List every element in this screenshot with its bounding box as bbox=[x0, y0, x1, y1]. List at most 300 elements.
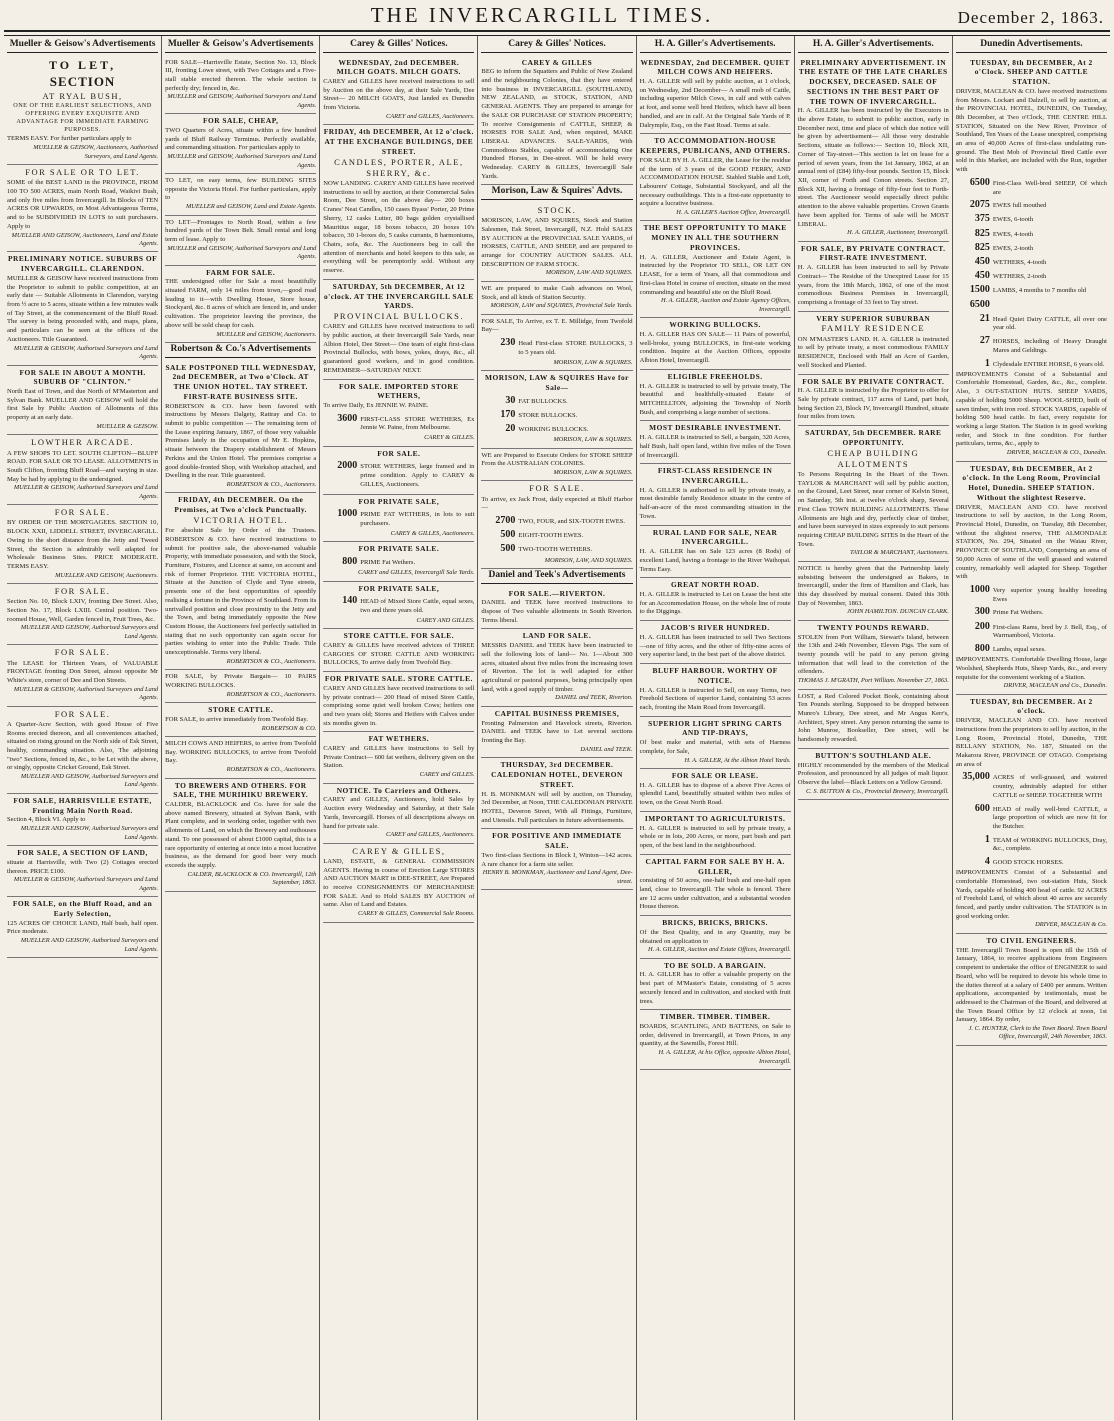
stock-description: TWO-TOOTH WETHERS. bbox=[518, 546, 593, 554]
stock-line bbox=[956, 334, 1107, 355]
ad-subheading: THE BEST OPPORTUNITY TO MAKE MONEY IN ALL THE SOUTHERN PROVINCES. bbox=[643, 223, 787, 253]
ad-body: H. A. GILLER has on Sale 123 acres (8 Rods) of excellent Land, having a frontage to the River Waihopai. Terms Easy. bbox=[639, 548, 791, 573]
ad-subheading: TUESDAY, 8th DECEMBER, At 2 o'clock. In the Long Room, Provincial Hotel, Dunedin. SHEEP STATION. Without the slightest Reserve. bbox=[962, 463, 1101, 502]
ad-body: H. A. GILLER is instructed to sell by private treaty, The beautiful and healthfully-situated Estate of MITCHELLTON, adjoining the Township of North Bush, and comprising a large number of sections. bbox=[639, 382, 791, 416]
ad-signature: MUELLER & GEISOW. bbox=[96, 422, 159, 430]
ad-signature: ROBERTSON & CO. bbox=[261, 724, 317, 732]
ad-subheading: ELIGIBLE FREEHOLDS. bbox=[667, 371, 763, 381]
ad-subheading: FOR SALE OR LEASE. bbox=[671, 771, 759, 780]
ad-signature: MORISON, LAW, AND SQUIRES. bbox=[544, 556, 633, 564]
stock-quantity: 6500 bbox=[969, 298, 990, 310]
advertisement bbox=[323, 629, 474, 672]
ad-headline: TO LET, bbox=[48, 57, 117, 72]
stock-description: Head Quiet Dairy CATTLE, all over one year old. bbox=[992, 315, 1107, 332]
ad-heading: VICTORIA HOTEL. bbox=[193, 514, 288, 525]
stock-description: Lambs, equal sexes. bbox=[992, 645, 1046, 653]
stock-line bbox=[481, 542, 632, 555]
advertisement bbox=[323, 542, 474, 581]
advertisement bbox=[640, 717, 791, 769]
advertisement bbox=[640, 769, 791, 812]
ad-body: To arrive Daily, Ex JENNIE W. PAINE. bbox=[323, 402, 429, 410]
ad-body: MORISON, LAW, AND SQUIRES, Stock and Station Salesmen, Esk Street, Invercargill, N.Z. Hold SALES BY AUCTION at the PROVINCIAL SALE YARDS, of HORSES, CATTLE, AND SHEEP, and are prepared to arrange for COUNTRY AUCTION SALES. ALL DESCRIPTION OF FARM STOCK. bbox=[481, 217, 633, 268]
advertisement bbox=[7, 505, 158, 584]
ad-subheading: TUESDAY, 8th DECEMBER. At 2 o'clock. bbox=[970, 696, 1093, 716]
advertisement bbox=[798, 426, 949, 562]
ad-body: H. A. GILLER is authorised to sell by private treaty, a most desirable family Residence situate in the centre of half-an-acre of the most commanding situation in the Town. bbox=[639, 486, 791, 520]
advertisement bbox=[165, 216, 316, 266]
advertisement bbox=[640, 370, 791, 422]
stock-description: Head First-class STORE BULLOCKS, 3 to 5 years old. bbox=[518, 340, 633, 356]
advertisement bbox=[798, 242, 949, 312]
stock-quantity: 1000 bbox=[969, 583, 990, 595]
ad-heading: FOR SALE. bbox=[54, 647, 111, 658]
stock-description: PRIME Fat Wethers. bbox=[360, 558, 416, 566]
stock-quantity: 2000 bbox=[337, 460, 358, 472]
ad-heading: CAREY & GILLES, bbox=[352, 845, 446, 856]
stock-quantity: 450 bbox=[974, 256, 990, 268]
advertisement bbox=[956, 934, 1107, 1046]
stock-description: EWES, 4-tooth bbox=[992, 230, 1034, 238]
stock-line bbox=[481, 422, 632, 435]
advertisement bbox=[323, 280, 474, 380]
ad-signature: MUELLER & GEISOW, Authorised Surveyors and Land Agents. bbox=[13, 876, 159, 892]
advertisement bbox=[798, 562, 949, 621]
ad-body-continued: IMPROVEMENTS. Comfortable Dwelling House, large Woolshed, Shepherds Huts, Sheep Yards, &c., and every requisite for the convenient working of a Station. bbox=[955, 656, 1107, 681]
ad-signature: MUELLER & GEISOW, Authorised Surveyors and Land Agents. bbox=[13, 344, 159, 361]
ad-body: H. A. GILLER is instructed to Sell, on easy Terms, two Freehold Sections of superior Land, containing 53 acres each, fronting the Main Road from Invercargill. bbox=[639, 686, 791, 711]
ad-subheading: JACOB'S RIVER HUNDRED. bbox=[660, 623, 770, 633]
advertisement bbox=[481, 481, 632, 569]
stock-description: FAT BULLOCKS. bbox=[518, 397, 568, 405]
stock-line bbox=[956, 833, 1107, 854]
stock-line bbox=[956, 198, 1107, 211]
stock-line bbox=[323, 555, 474, 568]
ad-body: H. A. GILLER, Auctioneer and Estate Agent, is instructed by the Proprietor TO SELL, OR LET ON LEASE, for a term of Years, all that commodious and first-class Hotel in course of erection, situate on the most commanding and beautiful site on the Bluff Road. bbox=[639, 253, 791, 296]
ad-heading: FOR SALE. bbox=[54, 507, 111, 518]
advertisement bbox=[7, 897, 158, 958]
ad-body: H. A. GILLER is instructed to Sell, a bargain, 320 Acres, half Bush, half open land, within five miles of the Town of Invercargill. bbox=[639, 434, 791, 459]
stock-description: TEAM of WORKING BULLOCKS, Dray, &c., complete. bbox=[992, 836, 1107, 853]
advertisement bbox=[481, 758, 632, 829]
issue-date: December 2, 1863. bbox=[957, 8, 1104, 27]
ad-body: situate at Harrisville, with Two (2) Cottages erected thereon. PRICE £100. bbox=[7, 858, 159, 875]
ad-body: To Persons Requiring In the Heart of the Town. TAYLOR & MARCHANT will sell by public auction, on the Ground, Leet Street, near corner of Kelvin Street, on Saturday, 5th inst. at twelve o'clock sharp, Several First Class TOWN BUILDING ALLOTMENTS. These Allotments are high and dry, perfectly clear of timber, and have been surveyed in sizes expressly to suit persons requiring CHEAP BUILDING SITES In the Heart of the Town. bbox=[797, 471, 949, 548]
ad-subheading: TWENTY POUNDS REWARD. bbox=[817, 622, 930, 632]
ad-subheading: SATURDAY, 5th DECEMBER, At 12 o'clock. AT THE INVERCARGILL SALE YARDS. bbox=[323, 281, 474, 311]
advertisement bbox=[798, 375, 949, 427]
stock-description: Prime Fat Wethers. bbox=[992, 609, 1044, 617]
ad-body: LAND, ESTATE, & GENERAL COMMISSION AGENTS. Having in course of Erection Large STORES AND AUCTION MART in DEE-STREET, Are Prepared to receive CONSIGNMENTS OF MERCHANDISE FOR SALE. And to Hold SALES BY AUCTION of same. Also of Land and Estates. bbox=[323, 857, 475, 909]
ad-signature: TAYLOR & MARCHANT, Auctioneers. bbox=[849, 549, 949, 557]
stock-description: HEAD of Mixed Store Cattle, equal sexes, two and three years old. bbox=[360, 598, 475, 614]
ad-body: BOARDS, SCANTLING, AND BATTENS, on Sale to order, delivered in Invercargill, at Town Prices, in any quantity, at the Sawmills, Forest Hill. bbox=[639, 1023, 791, 1048]
stock-line bbox=[956, 283, 1107, 296]
ad-signature: H. A. GILLER, Auction and Estate Offices, Invercargill. bbox=[647, 946, 791, 954]
ad-signature: ROBERTSON & CO., Auctioneers. bbox=[226, 657, 317, 665]
advertisement bbox=[323, 125, 474, 279]
ad-body: H. A. GILLER has to dispose of a above Five Acres of splendid Land, beautifully situated within two miles of town, on the Great North Road. bbox=[639, 781, 791, 807]
stock-line bbox=[956, 227, 1107, 240]
stock-line bbox=[956, 298, 1107, 311]
ad-subheading: FOR SALE, on the Bluff Road, and an Early Selection, bbox=[12, 899, 153, 918]
ad-subheading: SALE POSTPONED TILL WEDNESDAY, 2nd DECEMBER, at Two o'Clock. AT THE UNION HOTEL. TAY STREET. FIRST-RATE BUSINESS SITE. bbox=[165, 362, 316, 401]
stock-description: EIGHT-TOOTH EWES. bbox=[518, 532, 584, 540]
ad-body: For absolute Sale by Order of the Trustees. ROBERTSON & CO. have received instructions to submit for positive sale, the above-named valuable Property, with immediate possession, and with the Stock, Furniture, Fixtures, and Licence at same, on account and risk of former Proprietor. THE VICTORIA HOTEL, Situate at the Junction of Clyde and Tyne streets, presents one of the best opportunities of speedily realising a fortune in the Province of Southland. From its unrivalled position and close proximity to the Jetty and the Town, and being immediately opposite the New Custom House, the Auctioneers feel perfectly satisfied in stating that no such opportunity can again occur for parties wishing to enter into the Public Trade. Title unexceptionable. Terms very liberal. bbox=[165, 527, 317, 657]
stock-description: EWES full mouthed bbox=[992, 202, 1047, 210]
ad-signature: THOMAS J. M'GRATH, Port William. November 27, 1863. bbox=[797, 677, 949, 685]
column-header: H. A. Giller's Advertisements. bbox=[798, 38, 949, 53]
stock-quantity: 35,000 bbox=[962, 771, 990, 783]
advertisement bbox=[481, 587, 632, 630]
stock-quantity: 4 bbox=[984, 856, 990, 868]
stock-line bbox=[956, 255, 1107, 268]
ad-signature: CAREY AND GILLES. bbox=[416, 616, 475, 624]
ad-body: DANIEL and TEEK have received instructions to dispose of Two valuable allotments in South Riverton. Terms liberal. bbox=[481, 599, 633, 624]
ad-body-continued: IMPROVEMENTS Consist of a Substantial and comfortable Homestead, two out-station Huts, Stock Yards, capable of holding 400 head of cattle. 92 ACRES of Freehold Land, of which about 40 acres are securely fenced, and partly under cultivation. The STATION is in good working order. bbox=[955, 869, 1107, 920]
ad-signature: MUELLER & GEISOW, Auctioneers, Authorised Surveyors, and Land Agents. bbox=[33, 144, 159, 160]
ad-heading: CHEAP BUILDING ALLOTMENTS bbox=[827, 447, 920, 469]
ad-subheading: WEDNESDAY, 2nd DECEMBER. QUIET MILCH COWS AND HEIFERS. bbox=[640, 57, 790, 77]
ad-heading: FOR SALE OR TO LET. bbox=[25, 167, 140, 178]
ad-subheading: TIMBER. TIMBER. TIMBER. bbox=[659, 1012, 771, 1022]
stock-quantity: 170 bbox=[500, 408, 516, 420]
ad-body: CAREY and GILLES, Auctioneers, hold Sales by Auction every Wednesday and Saturday, at their Sale Yards, Invercargill. Horses of all descriptions always on hand for private sale. bbox=[323, 796, 475, 830]
ad-signature: MUELLER AND GEISOW, Auctioneers. bbox=[55, 571, 159, 579]
ad-signature: MUELLER and GEISOW, Authorised Surveyors and Land Agents. bbox=[167, 93, 317, 109]
ad-body: THE undersigned offer for Sale a most beautifully situated FARM, only 14 miles from town,—good road leading to it—with Dwelling House, Store house, Stockyard, &c. 8 acres of which are fenced in, and under cultivation. The proprietor leaving the province, the above will be sold cheap for cash. bbox=[165, 278, 317, 329]
ad-body: CAREY & GILLES have received advices of THREE CARGOES OF STORE CATTLE AND WORKING BULLOCKS, To arrive daily from Twofold Bay. bbox=[323, 641, 475, 667]
advertisement bbox=[798, 56, 949, 242]
stock-line bbox=[323, 594, 474, 615]
advertisement bbox=[7, 165, 158, 252]
advertisement bbox=[165, 361, 316, 494]
ad-subheading: GREAT NORTH ROAD. bbox=[671, 580, 760, 590]
stock-line bbox=[956, 802, 1107, 832]
column-1 bbox=[4, 36, 162, 1420]
ad-signature: DRIVER, MACLEAN and Co., Dunedin. bbox=[1003, 682, 1107, 690]
ad-subheading: MORISON, LAW & SQUIRES Have for Sale— bbox=[485, 372, 629, 392]
ad-heading: LOWTHER ARCADE. bbox=[31, 437, 134, 448]
stock-line bbox=[956, 269, 1107, 282]
advertisement bbox=[165, 493, 316, 670]
ad-signature: H. A. GILLER, At the Albion Hotel Yards. bbox=[684, 756, 791, 764]
advertisement bbox=[165, 670, 316, 703]
ad-body: A Quarter-Acre Section, with good House of Five Rooms erected thereon, and all conveniences attached, situated on rising ground on the North side of Esk Street, healthy, commanding situation. Also, The adjoining "two" Sections, fenced in, &c., to be Let with the above, or singly, opposite Cricket Ground, Esk Street. bbox=[7, 720, 159, 772]
stock-quantity: 230 bbox=[500, 337, 516, 349]
advertisement bbox=[481, 315, 632, 371]
stock-description: ACRES of well-grassed, and watered country, admirably adapted for either CATTLE or SHEEP. TOGETHER WITH bbox=[992, 774, 1107, 799]
section-header: Daniel and Teek's Advertisements bbox=[481, 569, 632, 584]
advertisement bbox=[640, 664, 791, 717]
ad-body: ON M'MASTER'S LAND. H. A. GILLER is instructed to sell by private treaty, a most commodious FAMILY RESIDENCE, Enclosed with Half an Acre of Garden, well Stocked and Planted. bbox=[797, 335, 949, 369]
stock-description: HORSES, including of Heavy Draught Mares and Geldings. bbox=[992, 338, 1107, 354]
masthead bbox=[4, 0, 1110, 32]
stock-line bbox=[481, 394, 632, 407]
stock-description: EWES, 6-tooth bbox=[992, 216, 1034, 224]
ad-subheading: FOR PRIVATE SALE, bbox=[358, 583, 440, 593]
stock-line bbox=[956, 312, 1107, 333]
stock-quantity: 300 bbox=[974, 606, 990, 618]
stock-quantity: 140 bbox=[342, 595, 358, 607]
ad-heading: FOR SALE. bbox=[529, 483, 585, 494]
stock-line bbox=[481, 514, 632, 527]
advertisement bbox=[165, 56, 316, 115]
ad-signature: CAREY & GILLES, Commercial Sale Rooms. bbox=[358, 910, 475, 918]
stock-quantity: 200 bbox=[974, 620, 990, 632]
advertisement bbox=[165, 703, 316, 737]
ad-signature: DANIEL and TEEK. bbox=[580, 745, 633, 753]
ad-heading: STOCK. bbox=[537, 204, 577, 215]
advertisement bbox=[165, 174, 316, 216]
ad-subheading: LAND FOR SALE. bbox=[522, 631, 592, 641]
stock-line bbox=[323, 412, 474, 433]
stock-line bbox=[956, 176, 1107, 197]
ad-body: H. A. GILLER is instructed to Let on Lease the best site for an Accommodation House, on the whole line of route to the Diggings. bbox=[639, 590, 791, 616]
ad-subheading: TO CIVIL ENGINEERS. bbox=[986, 935, 1077, 945]
columns bbox=[4, 35, 1110, 1420]
ad-subheading: BUTTON'S SOUTHLAND ALE. bbox=[815, 750, 932, 760]
advertisement bbox=[323, 732, 474, 783]
ad-signature: CAREY and GILLES, Auctioneers. bbox=[385, 112, 475, 120]
advertisement bbox=[640, 916, 791, 959]
ad-subheading: FOR SALE.—RIVERTON. bbox=[508, 588, 606, 598]
ad-body: MUELLER & GEISOW have received instructions from the Proprietor to submit to public competition, at an early date — Suitable Allotments in Clarendon, varying from ½ acre to 5 acres, situate within a few minutes walk of Tay Street, at the commencement of the Bluff Road. The survey is being proceeded with, and maps, plans, and particulars can be seen at the offices of the Auctioneers. Title Guaranteed. bbox=[7, 274, 159, 343]
ad-body: WE are prepared to make Cash advances on Wool, Stock, and all kinds of Station Security. bbox=[481, 284, 633, 301]
ad-subheading: TO BE SOLD. A BARGAIN. bbox=[664, 960, 767, 970]
ad-signature: MORISON, LAW and SQUIRES, Provincial Sale Yards. bbox=[490, 302, 633, 310]
ad-subheading: FOR SALE. IMPORTED STORE WETHERS, bbox=[339, 381, 459, 401]
advertisement bbox=[165, 737, 316, 779]
ad-subheading: TO BREWERS AND OTHERS. FOR SALE, THE MURIHIKU BREWERY. bbox=[173, 780, 309, 800]
column-5 bbox=[637, 36, 795, 1420]
stock-quantity: 600 bbox=[974, 802, 990, 814]
stock-description: WORKING BULLOCKS. bbox=[518, 425, 589, 433]
advertisement bbox=[798, 621, 949, 690]
advertisement bbox=[956, 56, 1107, 462]
ad-subheading: STORE CATTLE. FOR SALE. bbox=[343, 631, 455, 641]
stock-quantity: 30 bbox=[505, 394, 516, 406]
ad-heading: FOR SALE. bbox=[54, 708, 111, 719]
advertisement bbox=[640, 134, 791, 221]
advertisement bbox=[956, 462, 1107, 695]
stock-quantity: 800 bbox=[974, 642, 990, 654]
ad-body: Section 4, Block VI. Apply to bbox=[7, 816, 86, 824]
ad-subheading: FAT WETHERS. bbox=[368, 734, 430, 744]
ad-body: consisting of 50 acres, one-half bush and one-half open land, close to Invercargill. The whole is fenced. There are 12 acres under cultivation, and a substantial wooden House thereon. bbox=[639, 877, 791, 911]
ad-body: THE Invercargill Town Board is open till the 15th of January, 1864, to receive applications from Engineers competent to undertake the office of ENGINEER to said Board, who will be required to devote his whole time to the duties thereof at a salary of £400 per annum. Written applications, accompanied by testimonials, must be addressed to the Chairman of the Board, and delivered at the Town Board Office by 12 o'clock at noon, 1st January, 1864. By order, bbox=[955, 946, 1107, 1024]
ad-subheading: RURAL LAND FOR SALE, NEAR INVERCARGILL. bbox=[652, 527, 778, 547]
advertisement bbox=[7, 435, 158, 505]
ad-subheading: CAPITAL BUSINESS PREMISES, bbox=[494, 708, 620, 718]
ad-heading: FOR SALE. bbox=[54, 586, 111, 597]
ad-body: DRIVER, MACLEAN AND CO. have received instructions from the proprietors to sell by auction, in the Long Room, Provincial Hotel, Dunedin, THE BELLANY STATION, No. 187, Situated on the Makarora River, PROVINCE OF OTAGO. Comprising an area of bbox=[955, 717, 1107, 768]
stock-line bbox=[481, 528, 632, 541]
ad-body: CAREY and GILLES have instructions to Sell by Private Contract— 600 fat wethers, delivery given on the Station. bbox=[323, 745, 475, 770]
stock-quantity: 1500 bbox=[969, 284, 990, 296]
ad-signature: MUELLER AND GEISOW, Authorised Surveyors and Land Agents. bbox=[20, 624, 159, 640]
ad-subheading: SATURDAY, 5th DECEMBER. RARE OPPORTUNITY. bbox=[805, 428, 942, 447]
stock-line bbox=[323, 459, 474, 489]
ad-signature: JOHN HAMILTON. DUNCAN CLARK. bbox=[847, 608, 949, 616]
newspaper-title: THE INVERCARGILL TIMES. bbox=[370, 3, 714, 27]
ad-subheading: STORE CATTLE. bbox=[208, 705, 274, 715]
ad-subheading: TO ACCOMMODATION-HOUSE KEEPERS, PUBLICANS, AND OTHERS. bbox=[640, 136, 791, 156]
ad-subheading: TUESDAY, 8th DECEMBER, At 2 o'Clock. SHEEP AND CATTLE STATION. bbox=[970, 57, 1093, 87]
ad-body: Of the Best Quality, and in any Quantity, may be obtained on application to bbox=[639, 928, 791, 945]
section-header: Robertson & Co.'s Advertisements bbox=[165, 343, 316, 358]
advertisement bbox=[481, 707, 632, 758]
advertisement bbox=[7, 645, 158, 706]
stock-description: GOOD STOCK HORSES. bbox=[992, 859, 1064, 867]
advertisement bbox=[640, 464, 791, 525]
stock-quantity: 1 bbox=[984, 357, 990, 369]
advertisement bbox=[798, 312, 949, 375]
column-header: Mueller & Geisow's Advertisements bbox=[7, 38, 158, 53]
ad-subheading: SUPERIOR LIGHT SPRING CARTS AND TIP-DRAYS, bbox=[648, 718, 783, 738]
ad-signature: CAREY & GILLES, Auctioneers. bbox=[390, 529, 475, 537]
advertisement bbox=[7, 584, 158, 645]
ad-body: To arrive, ex Jack Frost, daily expected at Bluff Harbor— bbox=[481, 495, 633, 512]
ad-subheading: FIRST-CLASS RESIDENCE IN INVERCARGILL. bbox=[657, 466, 773, 485]
ad-signature: CAREY & GILLES. bbox=[424, 434, 475, 442]
advertisement bbox=[7, 794, 158, 846]
stock-quantity: 825 bbox=[974, 241, 990, 253]
ad-subheading: FOR SALE, BY PRIVATE CONTRACT. FIRST-RATE INVESTMENT. bbox=[801, 243, 946, 263]
ad-subheading: THURSDAY, 3rd DECEMBER. CALEDONIAN HOTEL, DEVERON STREET. bbox=[491, 760, 623, 789]
ad-signature: MORISON, LAW & SQUIRES. bbox=[553, 436, 633, 444]
ad-signature: C. S. BUTTON & Co., Provincial Brewery, Invercargill. bbox=[805, 787, 949, 795]
column-2 bbox=[162, 36, 320, 1420]
advertisement bbox=[7, 707, 158, 794]
stock-quantity: 3600 bbox=[337, 412, 358, 424]
ad-body: SOME of the BEST LAND in the PROVINCE, FROM 100 TO 500 ACRES, main North Road, Waikivi Bush, and only five miles from Invercargill. In Blocks of TEN ACRES OR UPWARDS, on Most Advantageous Terms, and to be SUBDIVIDED IN LOTS to suit purchasers. Apply to bbox=[7, 179, 159, 230]
stock-line bbox=[956, 642, 1107, 655]
ad-signature: DANIEL and TEEK, Riverton. bbox=[555, 694, 633, 702]
ad-signature: MUELLER and GEISOW, Auctioneers. bbox=[216, 330, 317, 338]
stock-quantity: 27 bbox=[979, 335, 990, 347]
advertisement bbox=[323, 495, 474, 543]
stock-description: First-Class Well-bred SHEEP, Of which are bbox=[992, 179, 1107, 196]
advertisement bbox=[640, 812, 791, 855]
ad-body: STOLEN from Port William, Stewart's Island, between the 13th and 24th November, Eleven Pigs. The sum of twenty pounds will be paid to any person giving information that will lead to the conviction of the offenders. bbox=[797, 633, 949, 676]
advertisement bbox=[323, 447, 474, 495]
advertisement bbox=[640, 855, 791, 916]
ad-body: H. A. GILLER has been instructed by the Executors in the above Estate, to submit to public auction, early in December next, time and place of which due notice will be given by advertisement— All those very desirable Sections, situate as follows:— Section 10, Block XII, Corner of Tay-street—This section is let on lease for a period of seven years, from the 1st January, 1862, at an annual rent of (£84) fifty-four pounds. Section 15, Block XII, corner of Forth and Conon streets. Section 27, Block XII, having a frontage of fifty-four feet to Forth-street. The Auctioneer would especially direct public attention to the above valuable properties. Crown Grants have been applied for. Terms of sale will be MOST LIBERAL. bbox=[797, 107, 949, 228]
ad-body: NOW LANDING. CAREY AND GILLES have received instructions to sell by auction, at their Commercial Sales Room, Dee Street, on the above day— 200 boxes Cranes' Neat Candles, 150 cases Byass' Porter, 20 Prime Sherry, 12 casks Lutter, 80 bags golden crystallised Mauritius sugar, 18 boxes tobacco, 20 boxes 10's tobacco, 30 1-boxes do, 5 casks currants, 8 harmoniums, Chairs, sofa, &c. The Auctioneers beg to call the attention of merchants and hotel keepers to this sale, as everything will be peremptorily sold. Without any reserve. bbox=[323, 180, 475, 275]
ad-subheading: PRELIMINARY NOTICE. SUBURBS OF INVERCARGILL. CLARENDON. bbox=[7, 254, 158, 274]
stock-description: Clydesdale ENTIRE HORSE, 6 years old. bbox=[992, 360, 1105, 368]
advertisement bbox=[798, 749, 949, 800]
ad-signature: MUELLER AND GEISOW, Authorised Surveyors and Land Agents. bbox=[20, 825, 159, 841]
ad-subheading: FRIDAY, 4th DECEMBER, At 12 o'clock. AT THE EXCHANGE BUILDINGS, DEE STREET. bbox=[323, 127, 474, 156]
ad-heading: PROVINCIAL BULLOCKS. bbox=[333, 311, 464, 322]
ad-body: H. A. GILLER has to offer a valuable property on the best part of M'Master's Estate, consisting of 5 acres securely fenced and in cultivation, and stocked with fruit trees. bbox=[639, 971, 791, 1005]
column-header: H. A. Giller's Advertisements. bbox=[640, 38, 791, 53]
ad-body: TO LET, on easy terms, few BUILDING SITES opposite the Victoria Hotel. For further particulars, apply to bbox=[165, 177, 317, 202]
stock-description: WETHERS, 2-tooth bbox=[992, 273, 1047, 281]
ad-subheading: FOR SALE, A SECTION OF LAND, bbox=[17, 848, 148, 858]
ad-subheading: CAPITAL FARM FOR SALE BY H. A. GILLER, bbox=[645, 856, 785, 876]
ad-body: H. A. GILLER is instructed to sell by private treaty, a whole or in lots, 200 Acres, or more, part bush and part open, of the best land in the neighbourhood. bbox=[639, 824, 791, 850]
advertisement bbox=[323, 56, 474, 126]
ad-subheading: FOR POSITIVE AND IMMEDIATE SALE. bbox=[492, 831, 622, 851]
ad-signature: H. A. GILLER, At his Office, opposite Albion Hotel, Invercargill. bbox=[658, 1049, 791, 1065]
ad-subheading: PRELIMINARY ADVERTISEMENT. IN THE ESTATE OF THE LATE CHARLES DOCKSEY, DECEASED. SALE OF SECTIONS IN THE BEST PART OF THE TOWN OF INVERCARGILL. bbox=[798, 57, 948, 106]
advertisement bbox=[323, 672, 474, 732]
ad-body: NOTICE is hereby given that the Partnership lately subsisting between the undersigned as Bakers, in Invercargill, under the firm of Hamilton and Clark, has this day dissolved by mutual consent. Dated this 30th Day of November, 1863. bbox=[797, 564, 949, 607]
ad-signature: H. A. GILLER, Auctioneer, Invercargill. bbox=[847, 229, 949, 237]
advertisement bbox=[956, 695, 1107, 934]
ad-subheading: BLUFF HARBOUR. WORTHY OF NOTICE. bbox=[652, 665, 778, 685]
ad-subheading: FOR SALE, HARRISVILLE ESTATE, Fronting Main North Road. bbox=[13, 795, 152, 815]
ad-body: BEG to inform the Squatters and Public of New Zealand and the neighbouring Colonies, that they have entered into business in INVERCARGILL (SOUTHLAND), NEW ZEALAND, as STOCK, STATION, AND GENERAL AGENTS. They are prepared to arrange for the SALE OR PURCHASE OF STATION PROPERTY; To receive Consignments of CATTLE, SHEEP, & HORSES FOR SALE And, when required, MAKE LIBERAL ADVANCES. SALE-YARDS, With Commodious Stables, capable of accommodating One Hundred Horses, in Dee-street. Will be held every Wednesday. CAREY & GILLES, Invercargill Sale Yards. bbox=[481, 68, 633, 180]
stock-quantity: 6500 bbox=[969, 176, 990, 188]
advertisement bbox=[481, 629, 632, 706]
ad-subheading: FOR PRIVATE SALE. bbox=[358, 544, 440, 554]
stock-description: FIRST-CLASS STORE WETHERS, Ex Jennie W. Paine, from Melbourne. bbox=[360, 415, 475, 432]
stock-line bbox=[956, 212, 1107, 225]
ad-body: H. B. MONKMAN will sell by auction, on Thursday, 3rd December, at Noon, THE CALEDONIAN PRIVATE HOTEL, Deveron Street, With all Fittings, Furniture, and Utensils. Full particulars in future advertisements. bbox=[481, 790, 633, 824]
ad-subheading: MOST DESIRABLE INVESTMENT. bbox=[649, 423, 782, 433]
stock-line bbox=[956, 605, 1107, 618]
ad-signature: CALDER, BLACKLOCK & CO. Invercargill, 12th September, 1863. bbox=[187, 870, 317, 887]
ad-signature: MUELLER & GEISOW, Authorised Surveyors and Land Agents. bbox=[13, 484, 159, 500]
advertisement bbox=[640, 526, 791, 579]
ad-signature: H. A. GILLER, Auction and Estate Agency Offices, Invercargill. bbox=[660, 297, 791, 313]
stock-quantity: 2075 bbox=[969, 199, 990, 211]
stock-quantity: 450 bbox=[974, 270, 990, 282]
ad-signature: MUELLER and GEISOW, Land and Estate Agents. bbox=[185, 203, 317, 211]
ad-subheading: FARM FOR SALE. bbox=[206, 267, 276, 277]
ad-signature: CAREY and GILLES. bbox=[419, 771, 475, 779]
column-header: Mueller & Geisow's Advertisements bbox=[165, 38, 316, 53]
column-header: Carey & Gilles' Notices. bbox=[481, 38, 632, 53]
advertisement bbox=[640, 578, 791, 621]
ad-body: The LEASE for Thirteen Years, of VALUABLE FRONTAGE fronting Don Street, almost opposite Mr White's store, corner of Dee and Don Streets. bbox=[7, 659, 159, 684]
ad-subheading: FOR SALE BY PRIVATE CONTRACT. bbox=[802, 376, 945, 386]
advertisement bbox=[481, 203, 632, 282]
ad-body: 125 ACRES OF CHOICE LAND, Half bush, half open. Price moderate. bbox=[7, 919, 159, 936]
advertisement bbox=[323, 380, 474, 447]
ad-headline-large: SECTION bbox=[49, 74, 116, 90]
stock-description: First-class Rams, bred by J. Bell, Esq., of Warrnambool, Victoria. bbox=[992, 623, 1107, 640]
ad-signature: CAREY and GILLES, Auctioneers. bbox=[385, 831, 475, 839]
stock-description: WETHERS, 4-tooth bbox=[992, 259, 1047, 267]
ad-signature: MUELLER and GEISOW, Authorised Surveyors and Land Agents. bbox=[167, 244, 317, 261]
column-header: Carey & Gilles' Notices. bbox=[323, 38, 474, 53]
stock-line bbox=[956, 583, 1107, 604]
ad-signature: MUELLER AND GEISOW, Authorised Surveyors and Land Agents. bbox=[20, 937, 159, 953]
ad-body: CAREY and GILLES have received instructions to sell by public auction, at their Invercargill Sale Yards, near Albion Hotel, Dee Street— One team of eight first-class Provincial Bullocks, with bows, yokes, drays, &c., all guaranteed good workers, and in good condition. REMEMBER—SATURDAY NEXT. bbox=[323, 323, 475, 374]
ad-body: FOR SALE BY H. A. GILLER, the Lease for the residue of the term of 3 years of the GOOD FERRY, AND ACCOMMODATION HOUSE. Stabled Stable and Loft, Labourers' Cottage, Substantial Stockyard, and all the necessary outbuildings. This is a first-rate opportunity to acquire a lucrative business. bbox=[639, 156, 791, 208]
ad-body: MILCH COWS AND HEIFERS, to arrive from Twofold Bay. WORKING BULLOCKS, to arrive from Twofold Bay. bbox=[165, 739, 317, 765]
stock-line bbox=[956, 620, 1107, 641]
ad-body: TERMS EASY. For further particulars apply to bbox=[7, 135, 132, 143]
ad-heading: AT RYAL BUSH, bbox=[42, 90, 123, 101]
ad-signature: MORISON, LAW & SQUIRES. bbox=[553, 468, 633, 476]
advertisement bbox=[323, 582, 474, 630]
stock-description: HEAD of really well-bred CATTLE, a large proportion of which are now fit for the Butcher. bbox=[992, 805, 1107, 830]
stock-quantity: 1000 bbox=[337, 508, 358, 520]
advertisement bbox=[640, 56, 791, 135]
advertisement bbox=[7, 56, 158, 166]
ad-subheading: FRIDAY, 4th DECEMBER. On the Premises, at Two o'clock Punctually. bbox=[174, 495, 307, 515]
ad-heading: CANDLES, PORTER, ALE, SHERRY, &c. bbox=[334, 156, 464, 178]
advertisement bbox=[481, 56, 632, 186]
stock-line bbox=[481, 336, 632, 357]
ad-body-continued: IMPROVEMENTS Consist of a Substantial and Comfortable Homestead, Garden, &c., &c., complete. Also, 3 OUT-STATION HUTS. SHEEP YARDS, capable of holding 5000 Sheep. WOOL-SHED, built of sawn timber, with iron roof. STOCK YARDS, capable of holding 500 head cattle. In fact, every requisite for working a large Station. The Station is in good working order, and Stock in fine condition. For further particulars, terms, &c., apply to bbox=[955, 370, 1107, 448]
ad-body: BY ORDER OF THE MORTGAGEES. SECTION 10, BLOCK XXII, LIDDELL STREET, INVERCARGILL. Owing to the short distance from the Jetty and Tweed Street, the Section is admirably well adapted for Wholesale Business Sites. PRICE MODERATE. TERMS EASY. bbox=[7, 519, 159, 570]
